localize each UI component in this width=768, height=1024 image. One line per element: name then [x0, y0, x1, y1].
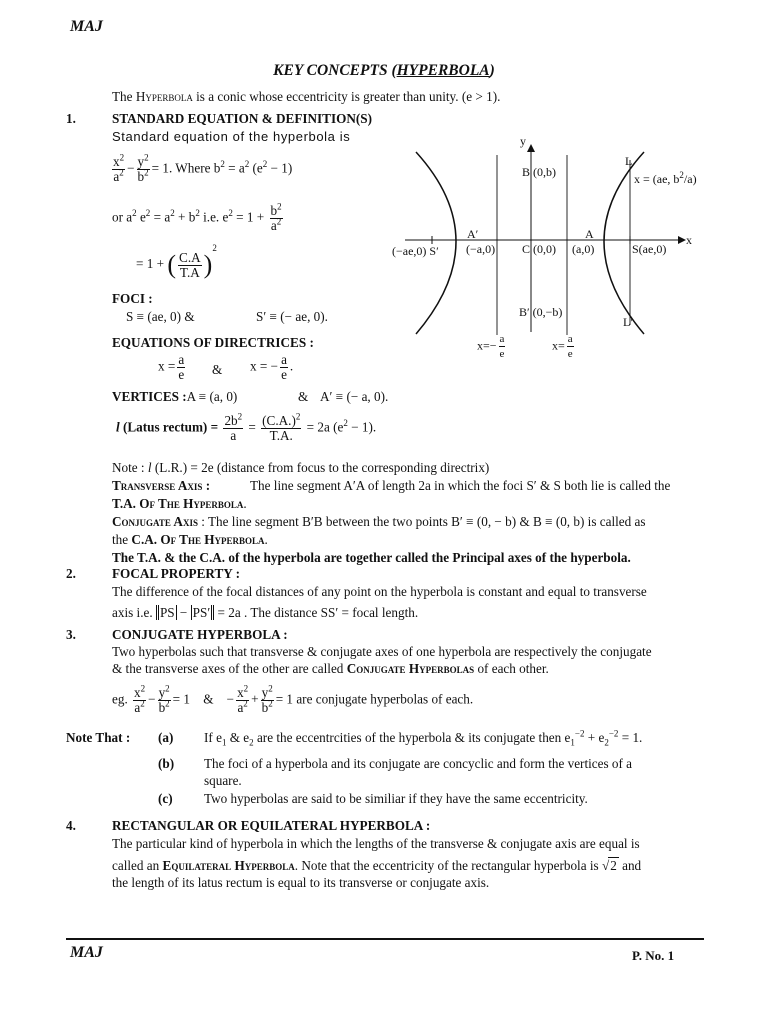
lr-a: a: [223, 428, 243, 443]
principal-axes-line: The T.A. & the C.A. of the hyperbola are together called the Principal axes of the hyperbola.: [112, 550, 631, 565]
note-b-mark: (b): [158, 756, 175, 771]
latus-rectum-equation: l (Latus rectum) = $\frac{2b^2}{a}$ = $\frac{(C.A.)^2}{T.A.}$ = 2a $(e^2 - 1)$.: [116, 411, 377, 443]
s3-pre: & the transverse axes of the other are called: [112, 661, 347, 676]
foci-label: FOCI :: [112, 291, 153, 306]
point-b-label: B (0,b): [522, 165, 556, 179]
point-a-label: A: [585, 227, 594, 241]
ca-the: the: [112, 532, 132, 547]
directrix-2: x = − $\frac{a}{e}$ .: [250, 352, 294, 382]
dir2-e: e: [567, 348, 573, 360]
note-a-mark: (a): [158, 730, 174, 745]
intro-post: is a conic whose eccentricity is greater than unity. (e > 1).: [192, 89, 501, 104]
s4-and: and: [618, 858, 642, 873]
plus-a-label: (a,0): [572, 242, 595, 256]
lr-ta: T.A.: [261, 428, 301, 443]
section-3-heading: CONJUGATE HYPERBOLA :: [112, 627, 288, 642]
note-b-text2: square.: [204, 773, 242, 788]
focus-s-prime-label: (−ae,0) S′: [392, 244, 439, 258]
point-l-prime-label: L′: [623, 315, 633, 329]
s2-pre: axis i.e.: [112, 605, 153, 620]
vertices-a: A ≡ (a, 0): [186, 389, 238, 404]
s3-word: Conjugate Hyperbolas: [346, 661, 475, 676]
na-mid: & e: [226, 730, 250, 745]
sqrt-icon: √: [601, 858, 610, 873]
transverse-axis-name-line: T.A. Of The Hyperbola.: [112, 496, 247, 511]
vertices-a-prime: A′ ≡ (− a, 0).: [320, 389, 389, 404]
section-4-line2: [112, 857, 641, 874]
y-axis-label: y: [520, 134, 526, 148]
section-4-number: 4.: [66, 818, 76, 833]
point-b-prime-label: B′ (0,−b): [519, 305, 563, 319]
eq2-ie: i.e. e: [199, 209, 229, 225]
s4-word: Equilateral Hyperbola: [162, 858, 295, 873]
section-3-line1: Two hyperbolas such that transverse & conjugate axes of one hyperbola are respectively the conjugate: [112, 644, 652, 659]
conjugate-axis-name-line: the C.A. Of The Hyperbola.: [112, 532, 268, 547]
x-axis-arrow-icon: [678, 236, 686, 244]
eq2-mid: = a: [150, 209, 171, 225]
lr-tail2: − 1).: [347, 419, 377, 435]
standard-equation: $\frac{x^2}{a^2}$ − $\frac{y^2}{b^2}$ = 1. Where $b^2 = a^2$ $(e^2 - 1)$: [113, 152, 293, 184]
s3-tail: are conjugate hyperbolas of each.: [296, 691, 474, 707]
foci-s-prime: S′ ≡ (− ae, 0).: [256, 309, 328, 324]
section-1-heading: STANDARD EQUATION & DEFINITION(S): [112, 111, 372, 126]
section-3-number: 3.: [66, 627, 76, 642]
eq1-rest3: − 1): [267, 160, 293, 176]
lr-l: l: [116, 419, 120, 435]
vertices-amp: &: [298, 389, 309, 404]
ratio-equation: = 1 + ( $\frac{C.A}{T.A}$ )$^2$: [136, 242, 217, 280]
point-c-label: C (0,0): [522, 242, 556, 256]
lr-tail: = 2a (e: [306, 419, 344, 435]
dir1-e: e: [499, 348, 505, 360]
s3-post: of each other.: [474, 661, 549, 676]
note-that-label: Note That :: [66, 730, 131, 745]
eq1-rest: = a: [224, 160, 245, 176]
foci-s: S ≡ (ae, 0) &: [126, 309, 195, 324]
y-axis-arrow-icon: [527, 144, 535, 152]
s4-sqrt2: 2: [610, 858, 617, 873]
directrix-1: x = $\frac{a}{e}$: [158, 352, 185, 382]
section-1-line: Standard equation of the hyperbola is: [112, 129, 351, 144]
eq3-ta: T.A: [179, 264, 200, 280]
latus-label-post: /a): [683, 172, 697, 186]
s2-post: = 2a . The distance SS′ = focal length.: [217, 605, 419, 620]
section-4-heading: RECTANGULAR OR EQUILATERAL HYPERBOLA :: [112, 818, 431, 833]
minus-a-label: (−a,0): [466, 242, 496, 256]
na-pre: If e: [204, 730, 222, 745]
left-branch: [416, 152, 456, 334]
dir1-a: a: [499, 333, 505, 345]
dir1-pre: x=−: [477, 338, 497, 353]
section-2-number: 2.: [66, 566, 76, 581]
dir2-pre: x=: [552, 338, 565, 353]
eccentricity-equation: or $a^2$ $e^2 = a^2 + b^2$ i.e. $e^2 = 1$ + $\frac{b^2}{a^2}$: [112, 201, 282, 233]
note-pre: Note :: [112, 460, 148, 475]
conjugate-example: eg. $\frac{x^2}{a^2}$ − $\frac{y^2}{b^2}$ = 1 & − $\frac{x^2}{a^2}$ + $\frac{y^2}{b^2}$ = 1 are conjugate hyperbolas of each.: [112, 683, 474, 715]
na-end: = 1.: [618, 730, 643, 745]
intro-word: Hyperbola: [135, 89, 193, 104]
lr-ca: (C.A.): [262, 413, 296, 428]
eq3-ca: C.A: [179, 249, 201, 265]
section-3-line2: [112, 661, 549, 677]
eq2-mid2: + b: [174, 209, 196, 225]
eq2-eq: = 1 +: [232, 209, 265, 225]
note-rest: (L.R.) = 2e (distance from focus to the corresponding directrix): [151, 460, 490, 475]
note-a-text: If $e_1$ & $e_2$ are the eccentrcities of the hyperbola & its conjugate then $e_1^{-2} + e_2^{-2} = 1$.: [204, 728, 643, 748]
intro-pre: The: [112, 89, 136, 104]
ta-name: T.A. Of The Hyperbola: [112, 496, 244, 511]
section-2-line1: The difference of the focal distances of any point on the hyperbola is constant and equal to transverse: [112, 584, 647, 599]
point-a-prime-label: A′: [467, 227, 479, 241]
lr-label: (Latus rectum) =: [119, 419, 219, 435]
note-c-text: Two hyperbolas are said to be similiar if they have the same eccentricity.: [204, 791, 588, 806]
eq2-e: e: [136, 209, 146, 225]
point-l-label: L: [625, 154, 633, 168]
directrices-heading: EQUATIONS OF DIRECTRICES :: [112, 335, 314, 350]
section-2-heading: FOCAL PROPERTY :: [112, 566, 240, 581]
ca-text: : The line segment B′B between the two points B′ ≡ (0, − b) & B ≡ (0, b) is called as: [197, 514, 646, 529]
na-post: are the eccentrcities of the hyperbola & its conjugate then e: [253, 730, 571, 745]
ca-name: C.A. Of The Hyperbola: [131, 532, 265, 547]
eq3-pre: = 1 +: [136, 256, 165, 272]
page-number: P. No. 1: [632, 948, 675, 963]
transverse-axis-text: The line segment A′A of length 2a in which the foci S′ & S both lie is called the: [250, 478, 671, 493]
x-axis-label: x: [686, 233, 692, 247]
section-2-line2: [112, 605, 418, 621]
vertices-label: VERTICES :: [112, 389, 187, 404]
s4-pre: called an: [112, 858, 163, 873]
s4-post: . Note that the eccentricity of the rectangular hyperbola is: [294, 858, 599, 873]
s2-minus: −: [179, 605, 188, 620]
s3-eg: eg.: [112, 691, 128, 707]
ca-label: Conjugate Axis: [112, 514, 198, 529]
right-directrix-label: [552, 332, 576, 361]
s3-amp: &: [203, 691, 214, 707]
dir-x1: x =: [158, 358, 176, 374]
section-1-number: 1.: [66, 111, 76, 126]
na-plus: + e: [584, 730, 605, 745]
s2-psp: PS′: [192, 605, 211, 620]
title-prefix: KEY CONCEPTS (: [273, 62, 397, 79]
lr-2b2: 2b: [224, 413, 238, 428]
footer-rule: [66, 938, 704, 940]
header-label: MAJ: [70, 18, 103, 35]
title-word: HYPERBOLA: [396, 62, 490, 79]
eq1-rest2: (e: [249, 160, 263, 176]
ta-colon: :: [202, 478, 211, 493]
section-4-line1: The particular kind of hyperbola in which the lengths of the transverse & conjugate axis are equal is: [112, 836, 640, 851]
title-suffix: ): [489, 62, 495, 79]
eq1-where: . Where b: [168, 160, 221, 176]
dir-x2: x = −: [250, 358, 279, 374]
lr-eq: =: [248, 419, 256, 435]
note-c-mark: (c): [158, 791, 173, 806]
eq2-pre: or a: [112, 209, 133, 225]
ta-label: Transverse Axis: [112, 478, 203, 493]
footer-label: MAJ: [70, 944, 103, 961]
latus-label-pre: x = (ae, b: [634, 172, 680, 186]
s2-ps: PS: [159, 605, 175, 620]
directrix-amp: &: [212, 362, 223, 377]
note-l: l: [147, 460, 152, 475]
dir2-a: a: [567, 333, 573, 345]
focus-s-label: S(ae,0): [632, 242, 667, 256]
latus-rectum-label: x = (ae, $b^2/a$): [634, 170, 697, 186]
note-b-text1: The foci of a hyperbola and its conjugate are concyclic and form the vertices of a: [204, 756, 633, 771]
section-4-line3: the length of its latus rectum is equal to its transverse or conjugate axis.: [112, 875, 490, 890]
left-directrix-label: [477, 332, 507, 361]
